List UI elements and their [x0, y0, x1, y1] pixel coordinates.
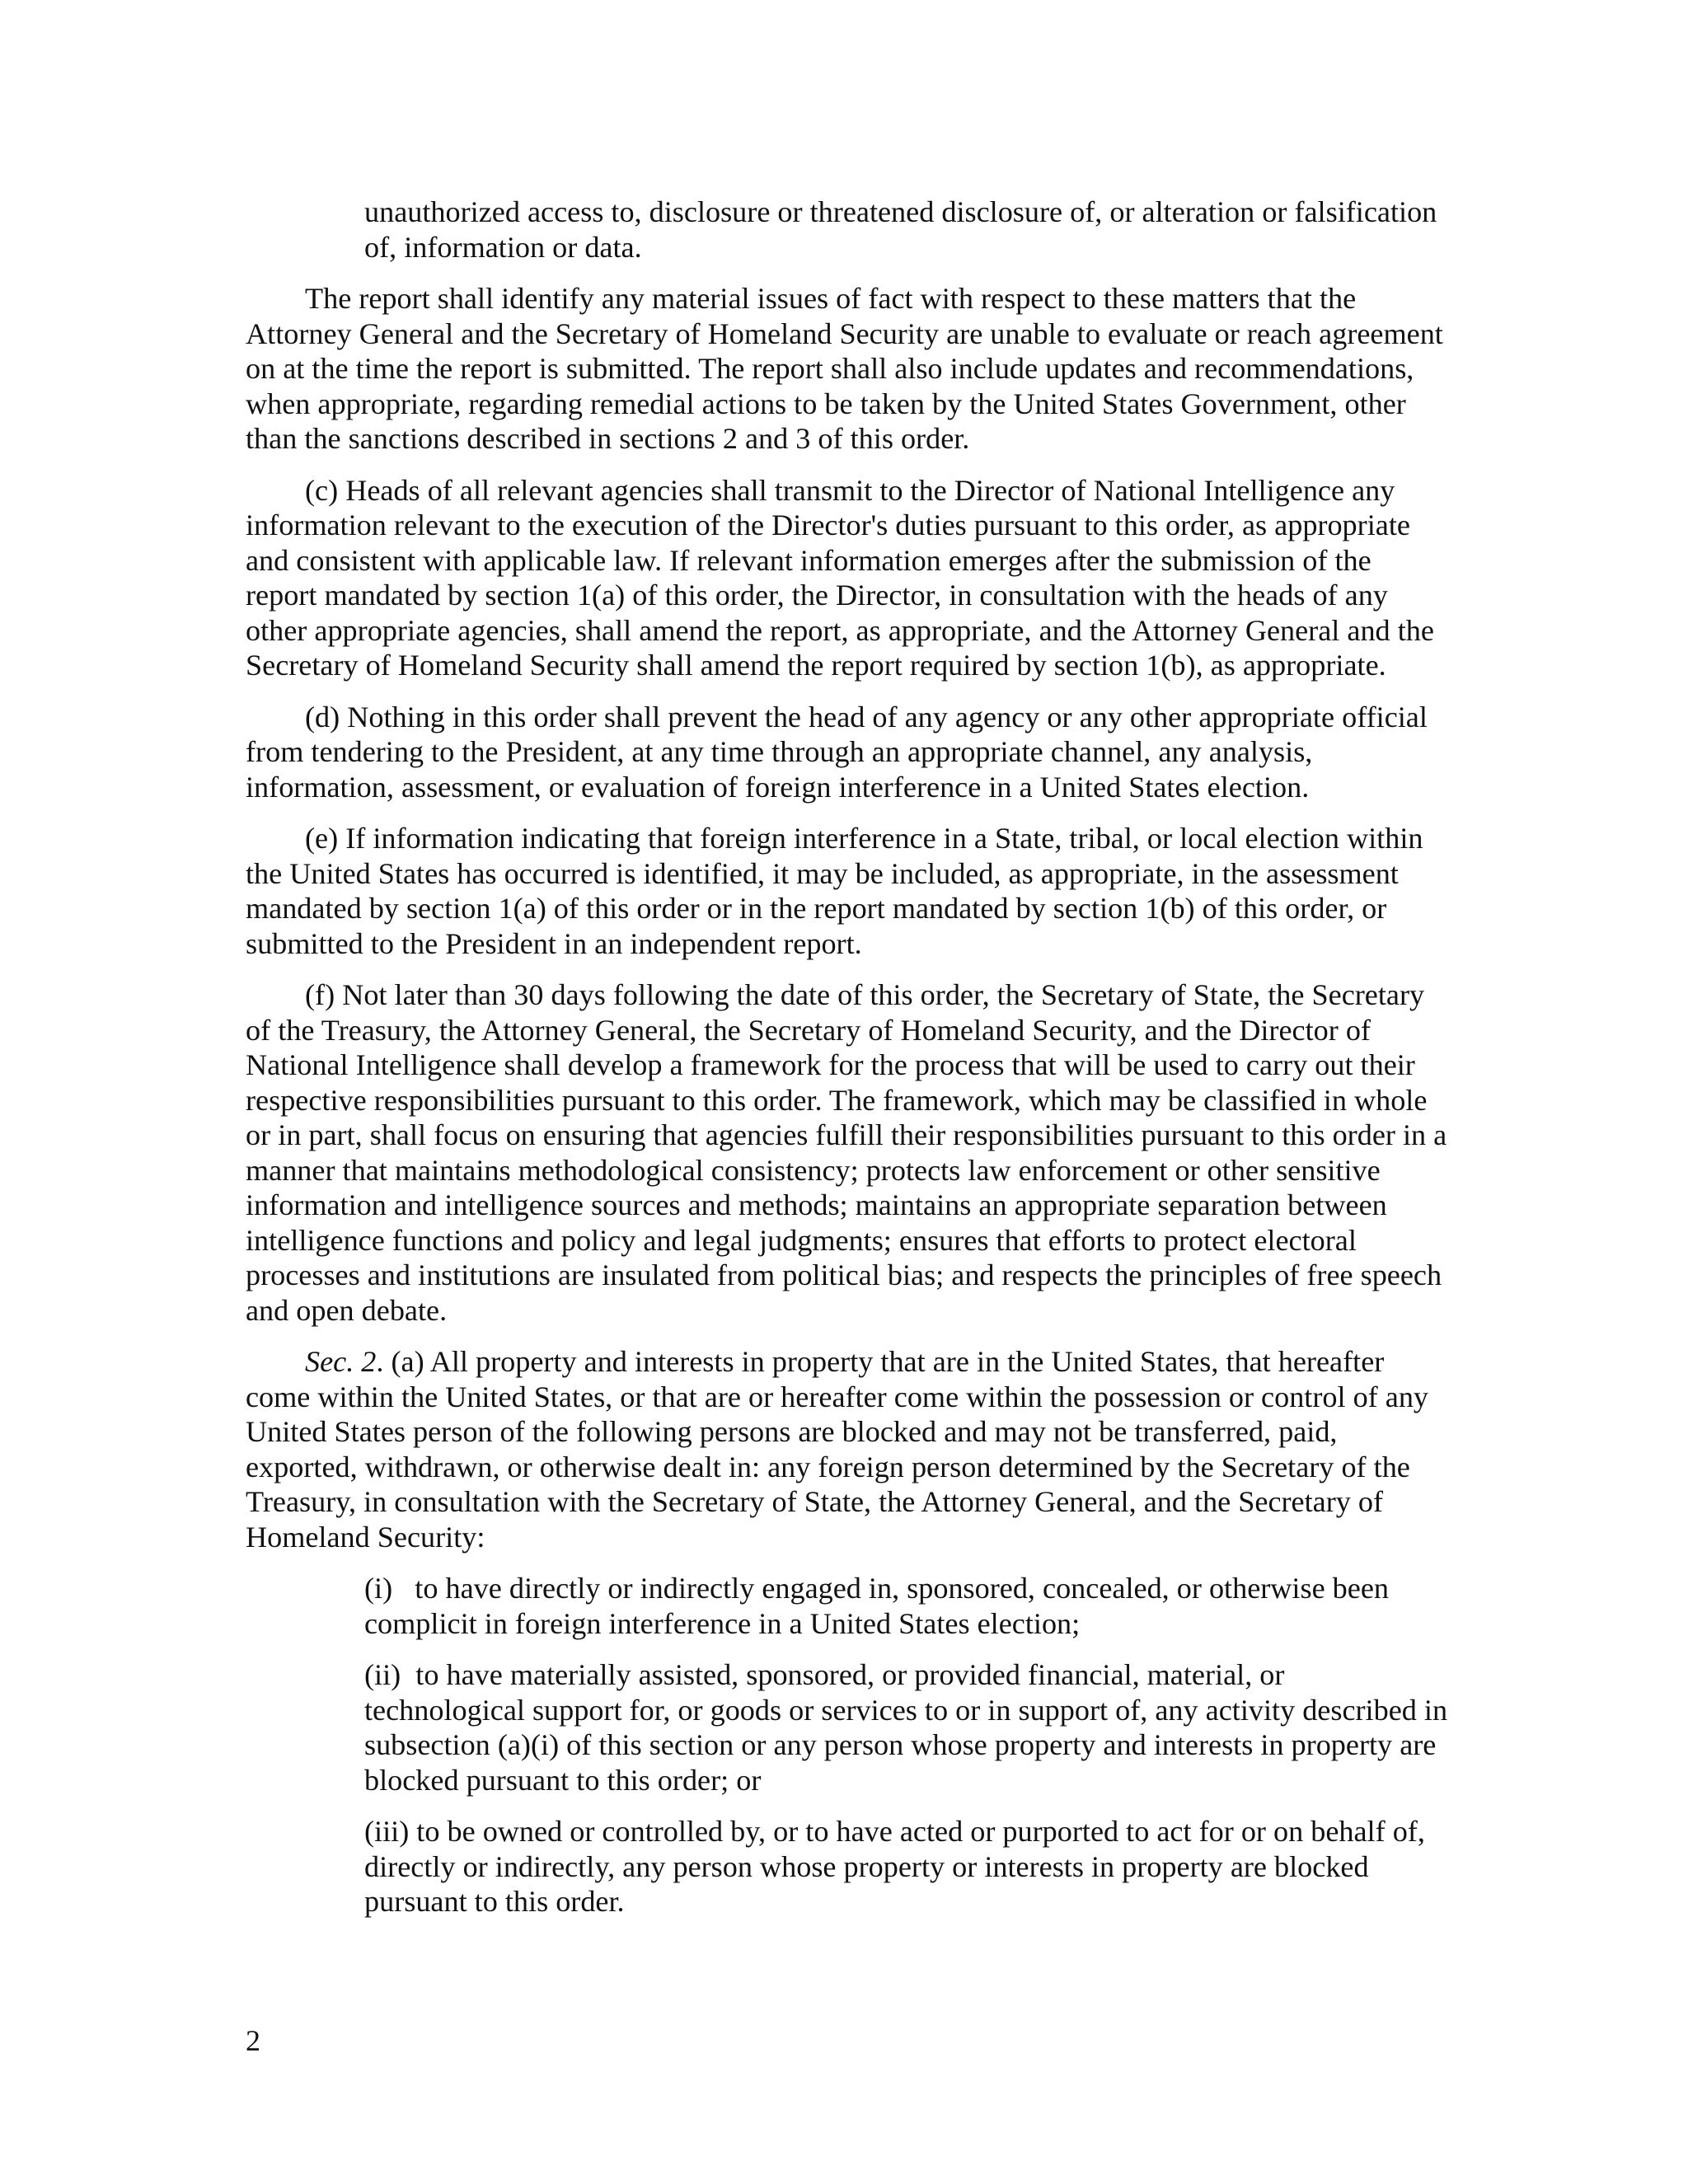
page-number: 2	[246, 2024, 260, 2057]
paragraph-section-2	[246, 1344, 1449, 1554]
paragraph-report-issues: The report shall identify any material issues of fact with respect to these matters that the Attorney General and the Secretary of Homeland Security are unable to evaluate or reach agreement on at the time the report is submitted. The report shall also include updates and recommendations, when appropriate, regarding remedial actions to be taken by the United States Government, other than the sanctions described in sections 2 and 3 of this order.	[246, 282, 1443, 455]
paragraph-e: (e) If information indicating that foreign interference in a State, tribal, or local election within the United States has occurred is identified, it may be included, as appropriate, in the assessment mandated by section 1(a) of this order or in the report mandated by section 1(b) of this order, or submitted to the President in an independent report.	[246, 822, 1423, 960]
paragraph-f: (f) Not later than 30 days following the date of this order, the Secretary of State, the Secretary of the Treasury, the Attorney General, the Secretary of Homeland Security, and the Director of National Intelligence shall develop a framework for the process that will be used to carry out their respective responsibilities pursuant to this order. The framework, which may be classified in whole or in part, shall focus on ensuring that agencies fulfill their responsibilities pursuant to this order in a manner that maintains methodological consistency; protects law enforcement or other sensitive information and intelligence sources and methods; maintains an appropriate separation between intelligence functions and policy and legal judgments; ensures that efforts to protect electoral processes and institutions are insulated from political bias; and respects the principles of free speech and open debate.	[246, 978, 1447, 1327]
list-item-iii: (iii) to be owned or controlled by, or to have acted or purported to act for or on behalf of, directly or indirectly, any person whose property or interests in property are blocked pursuant to this order.	[364, 1815, 1432, 1918]
paragraph-c: (c) Heads of all relevant agencies shall transmit to the Director of National Intelligence any information relevant to the execution of the Director's duties pursuant to this order, as appropriate and consistent with applicable law. If relevant information emerges after the submission of the report mandated by section 1(a) of this order, the Director, in consultation with the heads of any other appropriate agencies, shall amend the report, as appropriate, and the Attorney General and the Secretary of Homeland Security shall amend the report required by section 1(b), as appropriate.	[246, 473, 1434, 682]
section-2-text: . (a) All property and interests in property that are in the United States, that hereafter come within the United States, or that are or hereafter come within the possession or control of any United States person of the following persons are blocked and may not be transferred, paid, exported, withdrawn, or otherwise dealt in: any foreign person determined by the Secretary of the Treasury, in consultation with the Secretary of State, the Attorney General, and the Secretary of Homeland Security:	[246, 1345, 1429, 1554]
list-item-i: (i) to have directly or indirectly engaged in, sponsored, concealed, or otherwise been complicit in foreign interference in a United States election;	[364, 1572, 1397, 1640]
paragraph-d: (d) Nothing in this order shall prevent the head of any agency or any other appropriate official from tendering to the President, at any time through an appropriate channel, any analysis, information, assessment, or evaluation of foreign interference in a United States election.	[246, 700, 1428, 804]
section-2-label: Sec. 2	[305, 1345, 377, 1378]
paragraph-continuation: unauthorized access to, disclosure or threatened disclosure of, or alteration or falsification of, information or data.	[364, 195, 1437, 264]
list-item-ii: (ii) to have materially assisted, sponsored, or provided financial, material, or technological support for, or goods or services to or in support of, any activity described in subsection (a)(i) of this section or any person whose property and interests in property are blocked pursuant to this order; or	[364, 1658, 1456, 1797]
document-body	[246, 194, 1456, 1936]
